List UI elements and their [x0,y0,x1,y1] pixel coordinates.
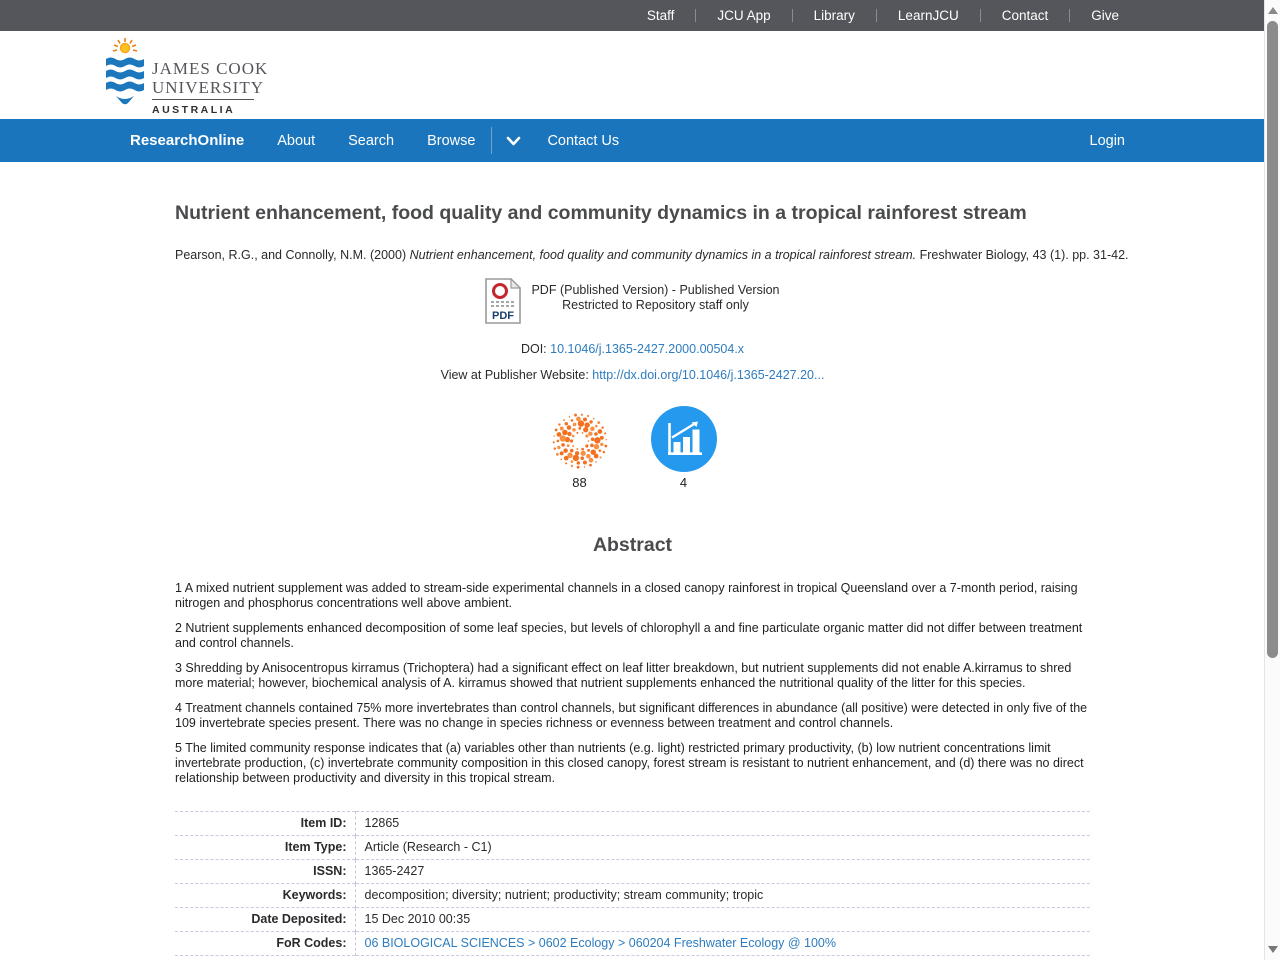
usage-count: 4 [679,475,688,490]
nav-divider [491,127,492,154]
pdf-download-block [175,278,1090,329]
citation-sunburst-icon [549,410,611,472]
abstract-paragraph-5: 5 The limited community response indicates that (a) variables other than nutrients (e.g. light) restricted primary productivity, (b) low nutrient concentrations limit invertebrate production, (c) invertebrate community composition in this closed canopy, forest stream is resistant to nutrient enhancement, and (d) there was no direct relationship between productivity and diversity in this tropical stream. [175,741,1084,785]
detail-label: ISSN: [175,860,355,884]
scrollbar-thumb[interactable] [1267,21,1278,658]
detail-value: Article (Research - C1) [364,840,492,854]
utility-bar [0,0,1280,31]
topbar-link-library[interactable]: Library [813,8,855,23]
citations-count: 88 [572,475,587,490]
scroll-up-icon[interactable] [1268,7,1278,14]
abstract-paragraph-3: 3 Shredding by Anisocentropus kirramus (Trichoptera) had a significant effect on leaf litter breakdown, but nutrient supplements did not enable A.kirramus to shred more material; however, biochemical analysis of A. kirramus showed that nutrient supplements enhanced the nutritional quality of the litter for this species. [175,661,1072,690]
detail-label: Item Type: [175,836,355,860]
citation-title: Nutrient enhancement, food quality and community dynamics in a tropical rainforest stream. [409,248,917,262]
citation [175,248,1129,262]
detail-label: Keywords: [175,884,355,908]
nav-item-browse[interactable]: Browse [427,132,476,149]
chevron-down-icon[interactable] [506,136,521,146]
nav-item-about[interactable]: About [277,132,316,149]
nav-item-contact-us[interactable]: Contact Us [547,132,620,149]
detail-value: 15 Dec 2010 00:35 [364,912,471,926]
scrollbar[interactable] [1264,0,1280,960]
nav-brand-researchonline[interactable]: ResearchOnline [130,132,245,149]
svg-text:PDF: PDF [492,310,515,322]
publisher-label: View at Publisher Website: [440,368,589,382]
detail-label: Item ID: [175,812,355,836]
pdf-version-label: PDF (Published Version) - Published Version [531,283,780,297]
topbar-link-give[interactable]: Give [1091,8,1119,23]
pdf-description [531,278,779,312]
table-row-issn [175,860,1090,884]
metric-badges [175,406,1090,490]
publisher-line [175,368,1090,382]
abstract-heading: Abstract [592,534,673,556]
for-codes-link[interactable]: 06 BIOLOGICAL SCIENCES > 0602 Ecology > 060204 Freshwater Ecology @ 100% [364,936,837,950]
topbar-link-learnjcu[interactable]: LearnJCU [897,8,959,23]
table-row-item-type [175,836,1090,860]
site-header [0,31,1280,119]
topbar-link-jcu-app[interactable]: JCU App [717,8,771,23]
pdf-icon[interactable] [485,278,521,329]
pdf-restriction-label: Restricted to Repository staff only [562,298,749,312]
main-nav [0,119,1280,162]
nav-item-search[interactable]: Search [348,132,395,149]
abstract-body [175,581,1090,786]
topbar-link-staff[interactable]: Staff [646,8,675,23]
citations-badge[interactable] [549,410,611,490]
doi-label: DOI: [520,342,547,356]
detail-label: Date Deposited: [175,908,355,932]
abstract-paragraph-2: 2 Nutrient supplements enhanced decomposition of some leaf species, but levels of chlorophyll a and fine particulate organic matter did not differ between treatment and control channels. [175,621,1083,650]
table-row-date-deposited [175,908,1090,932]
abstract-paragraph-1: 1 A mixed nutrient supplement was added to stream-side experimental channels in a closed canopy rainforest in tropical Queensland over a 7-month period, raising nitrogen and phosphorus concentrations well above ambient. [175,581,1078,610]
logo-name-line1: JAMES COOK [152,59,269,78]
page-title: Nutrient enhancement, food quality and community dynamics in a tropical rainforest stream [175,202,1027,224]
detail-label: FoR Codes: [175,932,355,956]
citation-journal: Freshwater Biology, 43 (1). pp. 31-42. [919,248,1129,262]
publisher-link[interactable]: http://dx.doi.org/10.1046/j.1365-2427.20... [592,368,825,382]
doi-line [175,342,1090,356]
item-details-table [175,811,1090,956]
jcu-logo-text [152,37,268,116]
topbar-link-contact[interactable]: Contact [1001,8,1049,23]
logo-rule [152,99,254,100]
abstract-paragraph-4: 4 Treatment channels contained 75% more invertebrates than control channels, but significant differences in abundance (all positive) were detected in only five of the 109 invertebrate species present. There was no change in species richness or evenness between treatment and control channels. [175,701,1088,730]
nav-item-login[interactable]: Login [1089,132,1125,149]
scroll-down-icon[interactable] [1268,946,1278,953]
table-row-for-codes [175,932,1090,956]
citation-authors: Pearson, R.G., and Connolly, N.M. (2000) [175,248,407,262]
detail-value: decomposition; diversity; nutrient; productivity; stream community; tropic [364,888,764,902]
logo-country: AUSTRALIA [152,104,236,116]
jcu-shield-icon [105,37,145,116]
detail-value: 1365-2427 [364,864,425,878]
table-row-keywords [175,884,1090,908]
bar-chart-badge-icon [651,406,717,472]
doi-link[interactable]: 10.1046/j.1365-2427.2000.00504.x [550,342,745,356]
usage-badge[interactable] [651,406,717,490]
table-row-item-id [175,812,1090,836]
logo-name-line2: UNIVERSITY [152,78,264,97]
detail-value: 12865 [364,816,400,830]
jcu-logo[interactable] [105,37,268,116]
article-content [175,200,1129,956]
